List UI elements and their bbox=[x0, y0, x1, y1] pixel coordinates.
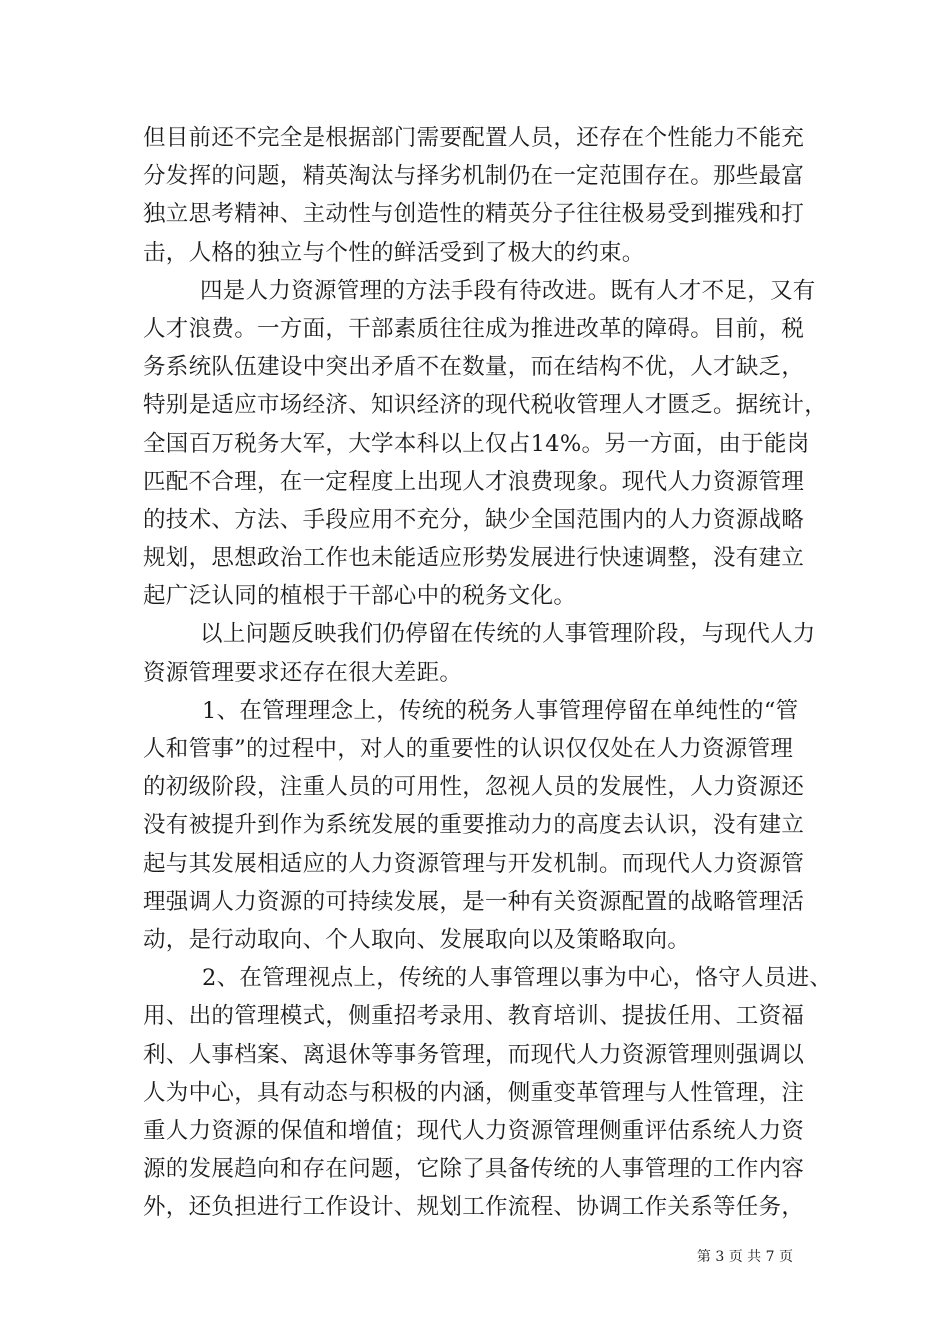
text-line: 利、人事档案、离退休等事务管理，而现代人力资源管理则强调以 bbox=[143, 1041, 805, 1068]
document-body bbox=[143, 119, 833, 1226]
text-line: 动，是行动取向、个人取向、发展取向以及策略取向。 bbox=[143, 926, 691, 953]
page-number: 第 3 页 共 7 页 bbox=[696, 1249, 793, 1265]
text-line: 特别是适应市场经济、知识经济的现代税收管理人才匮乏。据统计， bbox=[143, 392, 828, 419]
page-footer bbox=[0, 1248, 950, 1266]
text-line: 用、出的管理模式，侧重招考录用、教育培训、提拔任用、工资福 bbox=[143, 1003, 805, 1030]
text-line: 起与其发展相适应的人力资源管理与开发机制。而现代人力资源管 bbox=[143, 850, 805, 877]
text-line: 人才浪费。一方面，干部素质往往成为推进改革的障碍。目前，税 bbox=[143, 315, 805, 342]
text-line: 匹配不合理，在一定程度上出现人才浪费现象。现代人力资源管理 bbox=[143, 468, 805, 495]
text-line: 的初级阶段，注重人员的可用性，忽视人员的发展性，人力资源还 bbox=[143, 774, 805, 801]
text-line: 起广泛认同的植根于干部心中的税务文化。 bbox=[143, 583, 577, 610]
text-line: 源的发展趋向和存在问题，它除了具备传统的人事管理的工作内容 bbox=[143, 1156, 805, 1183]
text-line: 分发挥的问题，精英淘汰与择劣机制仍在一定范围存在。那些最富 bbox=[143, 163, 805, 190]
paragraph-first-line: 1、在管理理念上，传统的税务人事管理停留在单纯性的“管 bbox=[202, 697, 799, 724]
text-line: 的技术、方法、手段应用不充分，缺少全国范围内的人力资源战略 bbox=[143, 506, 805, 533]
text-line: 规划，思想政治工作也未能适应形势发展进行快速调整，没有建立 bbox=[143, 545, 805, 572]
text-line: 资源管理要求还存在很大差距。 bbox=[143, 659, 463, 686]
text-line: 人和管事”的过程中，对人的重要性的认识仅仅处在人力资源管理 bbox=[143, 736, 794, 762]
text-line: 击，人格的独立与个性的鲜活受到了极大的约束。 bbox=[143, 239, 645, 266]
paragraph-first-line: 四是人力资源管理的方法手段有待改进。既有人才不足，又有 bbox=[200, 277, 816, 304]
text-line: 理强调人力资源的可持续发展，是一种有关资源配置的战略管理活 bbox=[143, 888, 805, 915]
text-line: 人为中心，具有动态与积极的内涵，侧重变革管理与人性管理，注 bbox=[143, 1079, 805, 1106]
paragraph-first-line: 以上问题反映我们仍停留在传统的人事管理阶段，与现代人力 bbox=[200, 621, 816, 648]
text-line: 全国百万税务大军，大学本科以上仅占14%。另一方面，由于能岗 bbox=[143, 430, 810, 457]
paragraph-first-line: 2、在管理视点上，传统的人事管理以事为中心，恪守人员进、 bbox=[202, 965, 833, 992]
text-line: 没有被提升到作为系统发展的重要推动力的高度去认识，没有建立 bbox=[143, 812, 805, 839]
text-line: 独立思考精神、主动性与创造性的精英分子往往极易受到摧残和打 bbox=[143, 201, 805, 228]
text-line: 重人力资源的保值和增值；现代人力资源管理侧重评估系统人力资 bbox=[143, 1117, 805, 1144]
text-line: 外，还负担进行工作设计、规划工作流程、协调工作关系等任务， bbox=[143, 1194, 805, 1221]
text-line: 务系统队伍建设中突出矛盾不在数量，而在结构不优，人才缺乏， bbox=[143, 354, 805, 381]
text-line: 但目前还不完全是根据部门需要配置人员，还存在个性能力不能充 bbox=[143, 125, 805, 151]
